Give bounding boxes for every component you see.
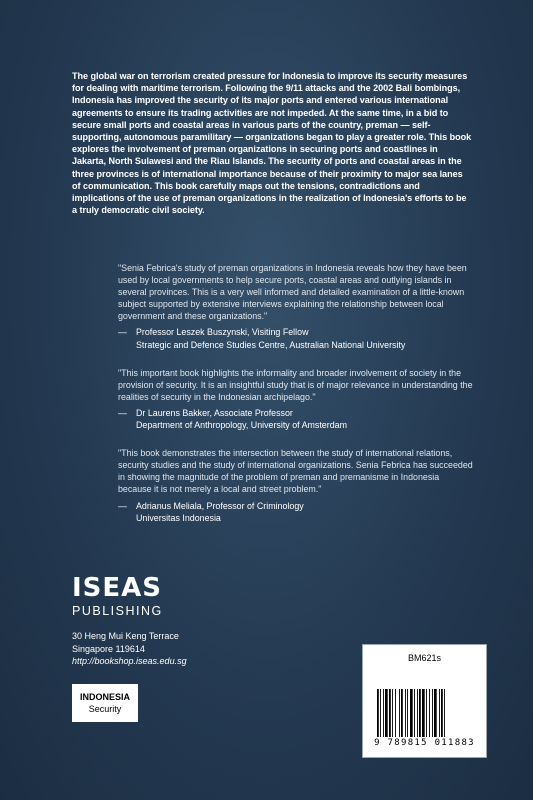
barcode-code: BM621s <box>407 653 442 663</box>
endorsement-1 <box>118 262 473 351</box>
barcode-bar <box>407 689 408 737</box>
barcode-bar <box>414 689 415 737</box>
attribution-dash: — <box>118 500 127 511</box>
isbn-number: 9 789815 011883 <box>374 738 475 748</box>
endorser-affiliation: Strategic and Defence Studies Centre, Australian National University <box>136 339 406 350</box>
endorsement-attribution <box>118 500 473 524</box>
endorsement-text: "This book demonstrates the intersection between the study of international relations, security studies and the study of international organizations. Senia Febrica has succeeded in showing the magnitude of the problem of preman and premanisme in Indonesia because it is not merely a local and street problem." <box>118 448 473 495</box>
endorsement-attribution <box>118 326 473 350</box>
endorsements <box>118 262 473 540</box>
barcode-bar <box>389 689 391 737</box>
endorsement-2 <box>118 367 473 431</box>
barcode-bar <box>441 689 443 737</box>
barcode-bar <box>426 689 427 737</box>
barcode-bar <box>434 689 437 737</box>
category-line-2: Security <box>88 704 122 714</box>
barcode-bar <box>422 689 425 737</box>
endorsement-attribution <box>118 407 473 431</box>
attribution-dash: — <box>118 327 127 338</box>
publisher-address <box>72 630 187 668</box>
barcode-bar <box>401 689 403 737</box>
barcode-bar <box>410 689 413 737</box>
publisher-logo <box>72 575 163 618</box>
barcode-bar <box>385 689 388 737</box>
attribution-dash: — <box>118 407 127 418</box>
bookshop-url: http://bookshop.iseas.edu.sg <box>72 656 187 666</box>
endorsement-text: "Senia Febrica's study of preman organizations in Indonesia reveals how they have been used by local governments to help secure ports, coastal areas and outlying islands in several provinces. This is a very well informed and detailed examination of a little-known subject supported by extensive interviews explaining the relationship between local government and these organizations." <box>118 263 467 322</box>
barcode-bar <box>399 689 400 737</box>
endorsement-3 <box>118 447 473 524</box>
barcode-bar <box>377 689 379 737</box>
barcode-bar <box>417 689 418 737</box>
barcode-bar <box>439 689 440 737</box>
barcode-bar <box>392 689 393 737</box>
address-line-2: Singapore 119614 <box>72 643 145 654</box>
endorser-name: Professor Leszek Buszynski, Visiting Fellow <box>136 327 309 338</box>
barcode-bar <box>429 689 430 737</box>
barcode-bar <box>419 689 421 737</box>
category-line-1: INDONESIA <box>79 692 130 702</box>
barcode-bar <box>432 689 433 737</box>
endorsement-text: "This important book highlights the informality and broader involvement of society in the provision of security. It is an insightful study that is of major relevance in understanding the realities of security in the Indonesian archipelago." <box>118 367 473 402</box>
endorser-name: Dr Laurens Bakker, Associate Professor <box>136 407 293 418</box>
barcode-bar <box>383 689 384 737</box>
endorser-name: Adrianus Meliala, Professor of Criminology <box>136 500 304 511</box>
barcode-bar <box>405 689 406 737</box>
address-line-1: 30 Heng Mui Keng Terrace <box>72 631 179 641</box>
subject-category-box <box>72 684 138 722</box>
barcode-bar <box>380 689 381 737</box>
publishing-label: PUBLISHING <box>72 604 163 618</box>
endorser-affiliation: Universitas Indonesia <box>136 512 221 523</box>
iseas-logo: ISEAS <box>72 573 163 603</box>
barcode-panel <box>362 644 487 758</box>
barcode-bar <box>395 689 396 737</box>
back-cover-blurb: The global war on terrorism created pressure for Indonesia to improve its security measures for dealing with maritime terrorism. Following the 9/11 attacks and the 2002 Bali bombings, Indonesia has improved the security of its major ports and entered various international agreements to ensure its trading activities are not impeded. At the same time, in a bid to secure small ports and coastal areas in various parts of the country, preman — self-supporting, autonomous paramilitary — organizations began to play a greater role. This book explores the involvement of preman organizations in securing ports and coastlines in Jakarta, North Sulawesi and the Riau Islands. The security of ports and coastal areas in the three provinces is of international importance because of their proximity to major sea lanes of communication. This book carefully maps out the tensions, contradictions and implications of the use of preman organizations in the realization of Indonesia's efforts to be a truly democratic civil society. <box>72 71 472 216</box>
barcode-bar <box>444 689 445 737</box>
barcode-icon <box>375 689 475 737</box>
endorser-affiliation: Department of Anthropology, University of Amsterdam <box>136 420 347 431</box>
